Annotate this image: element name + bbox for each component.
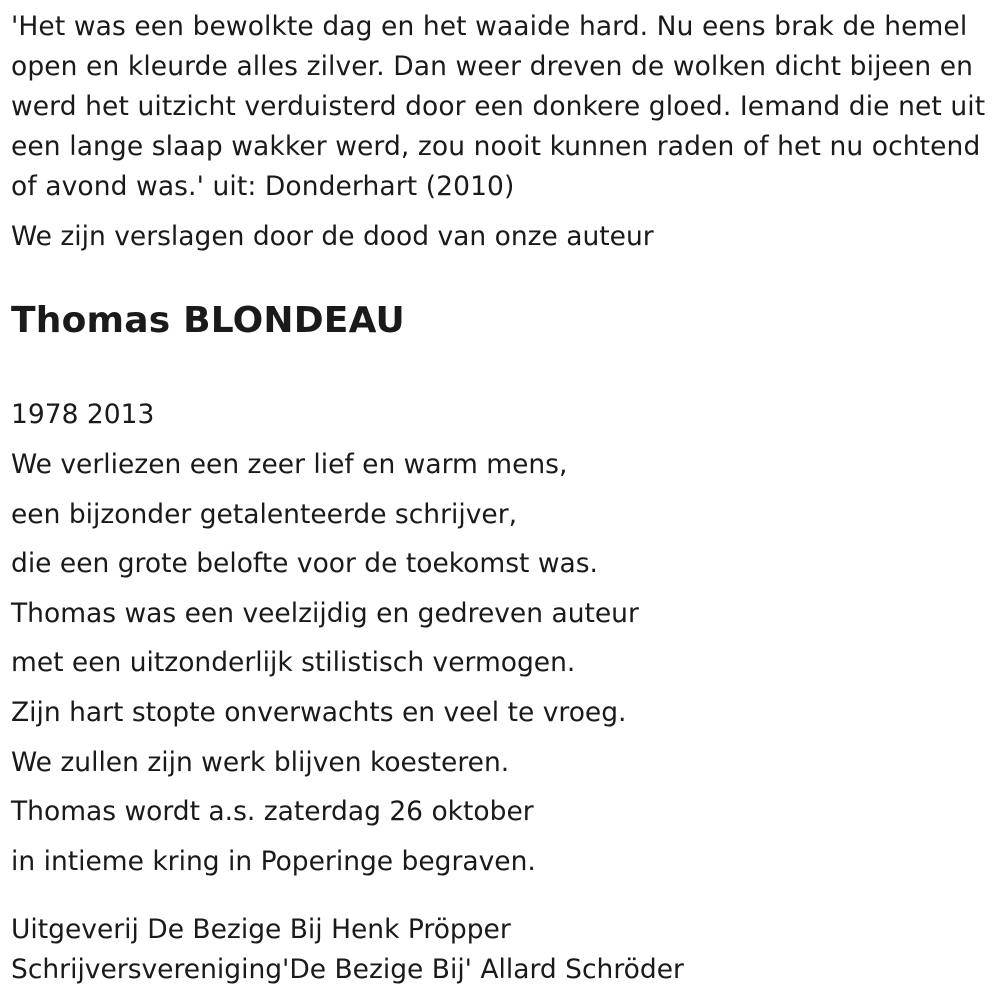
tribute-line: in intieme kring in Poperinge begraven.	[11, 845, 536, 877]
signature-publisher: Uitgeverij De Bezige Bij Henk Pröpper	[11, 913, 511, 945]
tribute-line: Thomas was een veelzijdig en gedreven auteur	[11, 597, 639, 629]
tribute-line: een bijzonder getalenteerde schrijver,	[11, 498, 518, 530]
tribute-line: Zijn hart stopte onverwachts en veel te vroeg.	[11, 696, 627, 728]
deceased-name: Thomas BLONDEAU	[11, 300, 405, 341]
tribute-line: We verliezen een zeer lief en warm mens,	[11, 449, 568, 480]
tribute-line: met een uitzonderlijk stilistisch vermogen.	[11, 647, 576, 679]
tribute-line: die een grote belofte voor de toekomst was.	[11, 548, 598, 580]
tribute-line: We zullen zijn werk blijven koesteren.	[11, 746, 510, 778]
tribute-text	[11, 445, 996, 882]
tribute-line: Thomas wordt a.s. zaterdag 26 oktober	[11, 796, 534, 828]
opening-quote: 'Het was een bewolkte dag en het waaide hard. Nu eens brak de hemel open en kleurde alles zilver. Dan weer dreven de wolken dicht bijeen en werd het uitzicht verduisterd door een donkere gloed. Iemand die net uit een lange slaap wakker werd, zou nooit kunnen raden of het nu ochtend of avond was.' uit: Donderhart (2010)	[11, 11, 986, 202]
obituary-page	[11, 0, 996, 990]
life-years: 1978 2013	[11, 399, 155, 430]
signatures	[11, 910, 996, 990]
intro-line: We zijn verslagen door de dood van onze auteur	[11, 221, 654, 252]
signature-association: Schrijversvereniging'De Bezige Bij' Allard Schröder	[11, 953, 684, 985]
